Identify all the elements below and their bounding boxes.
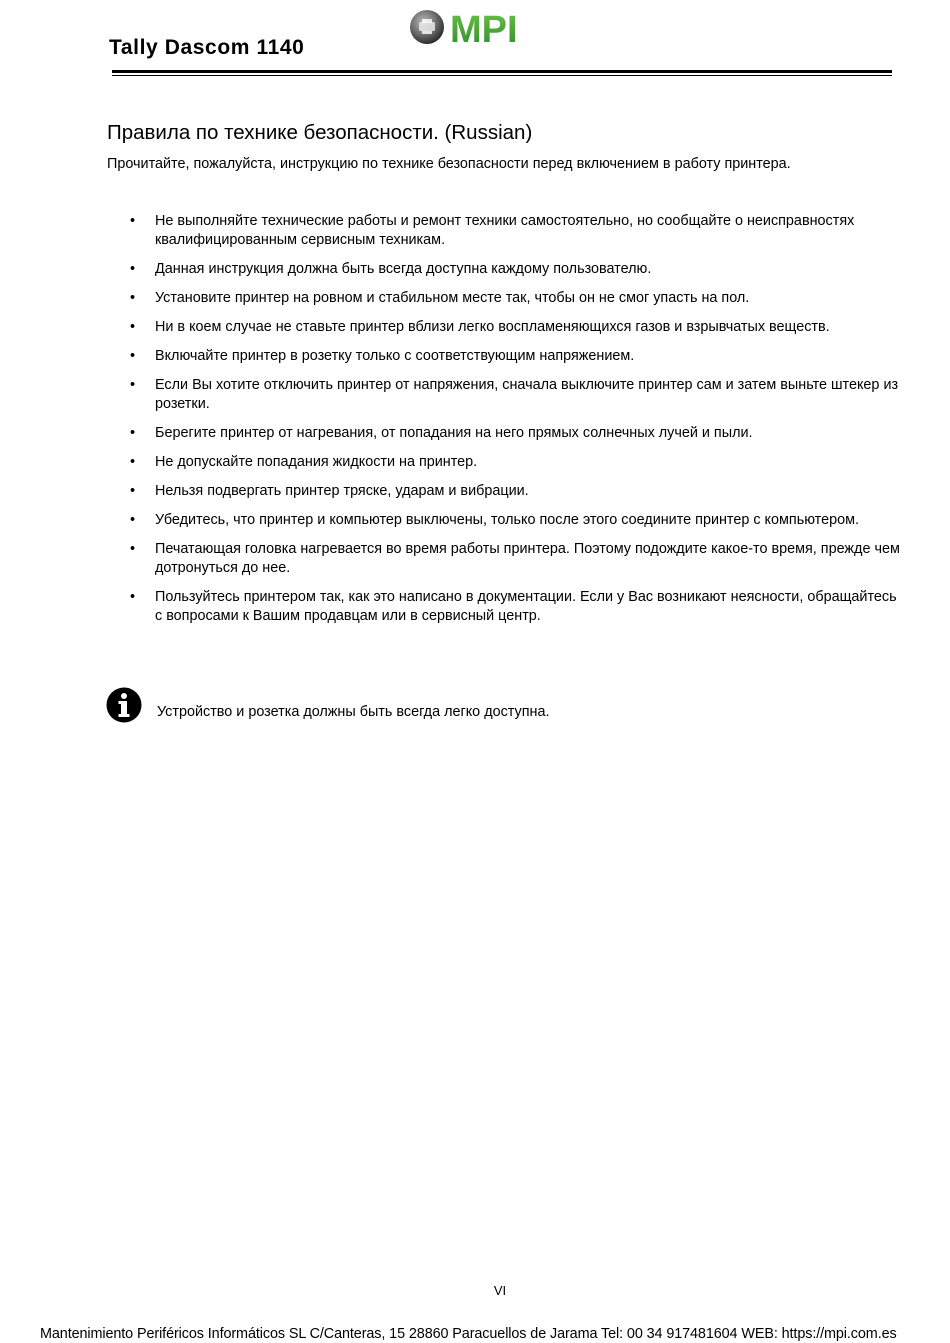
- safety-rules-list: [107, 212, 907, 636]
- header-rule-thin: [112, 75, 892, 76]
- bullet-icon: •: [130, 377, 136, 393]
- safety-rule-text: Печатающая головка нагревается во время работы принтера. Поэтому подождите какое-то время, прежде чем дотронуться до нее.: [155, 541, 900, 576]
- safety-rule-text: Не допускайте попадания жидкости на принтер.: [155, 454, 478, 470]
- safety-rule-item: [107, 289, 907, 308]
- safety-rule-text: Нельзя подвергать принтер тряске, ударам и вибрации.: [155, 483, 529, 499]
- safety-rule-item: [107, 212, 907, 250]
- mpi-logo: [408, 6, 548, 48]
- safety-rule-text: Берегите принтер от нагревания, от попадания на него прямых солнечных лучей и пыли.: [155, 425, 753, 441]
- safety-rule-item: [107, 318, 907, 337]
- safety-rule-text: Убедитесь, что принтер и компьютер выключены, только после этого соедините принтер с компьютером.: [155, 512, 860, 528]
- safety-rule-text: Пользуйтесь принтером так, как это написано в документации. Если у Вас возникают неясности, обращайтесь с вопросами к Вашим продавцам или в сервисный центр.: [155, 589, 897, 624]
- safety-rule-text: Ни в коем случае не ставьте принтер вблизи легко воспламеняющихся газов и взрывчатых веществ.: [155, 319, 830, 335]
- safety-rule-text: Если Вы хотите отключить принтер от напряжения, сначала выключите принтер сам и затем выньте штекер из розетки.: [155, 377, 899, 412]
- safety-rule-item: [107, 260, 907, 279]
- logo-text: MPI: [450, 9, 518, 48]
- safety-rule-item: [107, 424, 907, 443]
- bullet-icon: •: [130, 319, 136, 335]
- safety-rule-item: [107, 540, 907, 578]
- intro-text: Прочитайте, пожалуйста, инструкцию по технике безопасности перед включением в работу принтера.: [107, 156, 791, 172]
- safety-rule-text: Данная инструкция должна быть всегда доступна каждому пользователю.: [155, 261, 652, 277]
- safety-rule-text: Не выполняйте технические работы и ремонт техники самостоятельно, но сообщайте о неисправностях квалифицированным сервисным техникам.: [155, 213, 855, 248]
- bullet-icon: •: [130, 290, 136, 306]
- bullet-icon: •: [130, 348, 136, 364]
- bullet-icon: •: [130, 483, 136, 499]
- info-icon: [106, 687, 142, 723]
- page-number: VI: [493, 1283, 507, 1298]
- bullet-icon: •: [130, 213, 136, 229]
- header-rule-thick: [112, 70, 892, 73]
- safety-rule-text: Установите принтер на ровном и стабильном месте так, чтобы он не смог упасть на пол.: [155, 290, 750, 306]
- safety-rule-item: [107, 588, 907, 626]
- safety-rule-item: [107, 511, 907, 530]
- safety-rule-text: Включайте принтер в розетку только с соответствующим напряжением.: [155, 348, 635, 364]
- note-text: Устройство и розетка должны быть всегда легко доступна.: [157, 704, 550, 720]
- section-title: Правила по технике безопасности. (Russian): [107, 121, 533, 144]
- bullet-icon: •: [130, 261, 136, 277]
- document-title: Tally Dascom 1140: [109, 36, 305, 59]
- safety-rule-item: [107, 347, 907, 366]
- bullet-icon: •: [130, 541, 136, 557]
- footer-text: Mantenimiento Periféricos Informáticos SL C/Canteras, 15 28860 Paracuellos de Jarama Tel: 00 34 917481604 WEB: https://mpi.com.es: [40, 1326, 897, 1342]
- safety-rule-item: [107, 453, 907, 472]
- safety-rule-item: [107, 482, 907, 501]
- bullet-icon: •: [130, 454, 136, 470]
- bullet-icon: •: [130, 512, 136, 528]
- bullet-icon: •: [130, 589, 136, 605]
- safety-rule-item: [107, 376, 907, 414]
- bullet-icon: •: [130, 425, 136, 441]
